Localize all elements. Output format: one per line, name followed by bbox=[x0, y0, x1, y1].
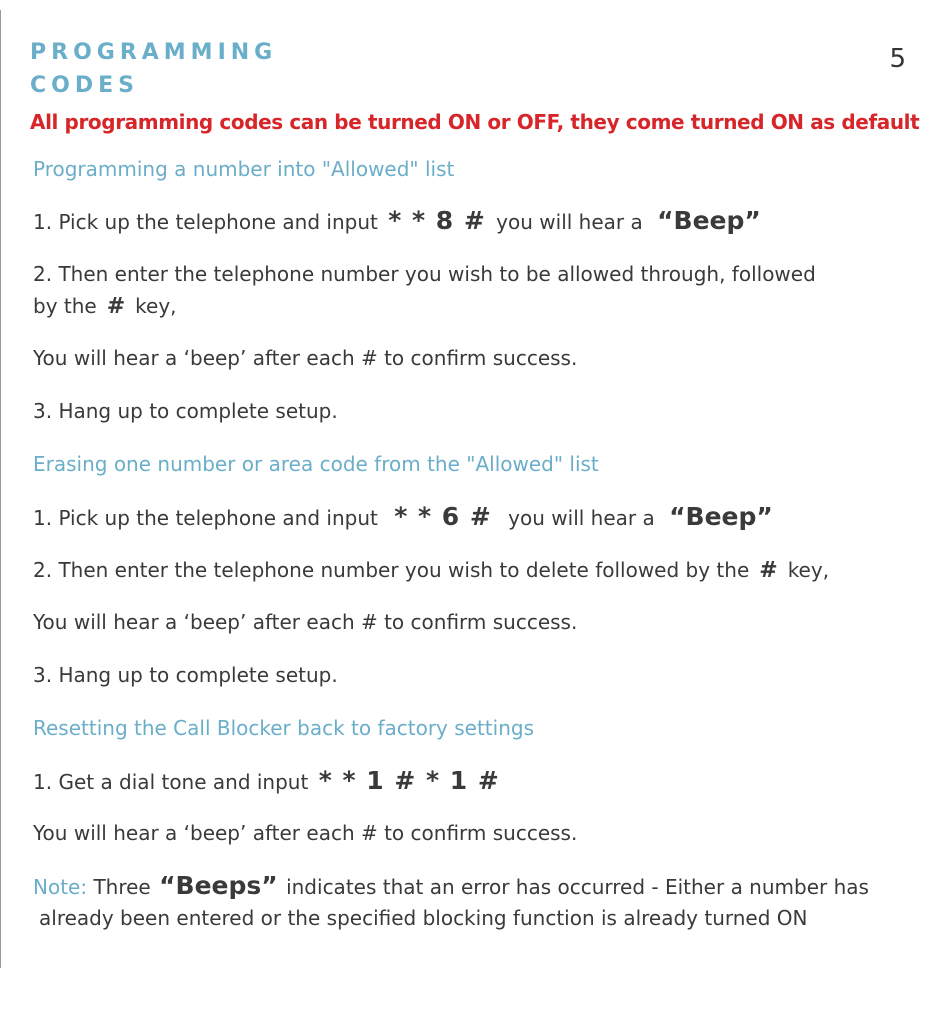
erase-step-2-suffix: key, bbox=[787, 558, 830, 582]
reset-confirm: You will hear a ‘beep’ after each # to confirm success. bbox=[33, 821, 578, 845]
allowed-step-1-mid: you will hear a bbox=[496, 210, 643, 234]
note-beeps: “Beeps” bbox=[159, 871, 278, 900]
note-line-2: already been entered or the specified blocking function is already turned ON bbox=[39, 906, 808, 930]
erase-confirm: You will hear a ‘beep’ after each # to confirm success. bbox=[33, 610, 578, 634]
allowed-step-1 bbox=[33, 205, 761, 238]
allowed-code: * * 8 # bbox=[388, 206, 486, 235]
intro-statement: All programming codes can be turned ON or OFF, they come turned ON as default bbox=[30, 110, 920, 134]
allowed-beep: “Beep” bbox=[657, 206, 761, 235]
allowed-section-heading: Programming a number into "Allowed" list bbox=[33, 157, 455, 181]
erase-code: * * 6 # bbox=[394, 502, 492, 531]
erase-beep: “Beep” bbox=[669, 502, 773, 531]
erase-step-3: 3. Hang up to complete setup. bbox=[33, 663, 338, 687]
erase-step-1-text: 1. Pick up the telephone and input bbox=[33, 506, 378, 530]
erase-hash-key: # bbox=[759, 558, 778, 583]
note-label: Note: bbox=[33, 875, 88, 899]
allowed-step-3: 3. Hang up to complete setup. bbox=[33, 399, 338, 423]
erase-step-1-mid: you will hear a bbox=[508, 506, 655, 530]
reset-step-1 bbox=[33, 765, 504, 798]
note-prefix: Three bbox=[93, 875, 151, 899]
allowed-step-2-prefix: by the bbox=[33, 294, 97, 318]
allowed-step-2-line-1: 2. Then enter the telephone number you wish to be allowed through, followed bbox=[33, 262, 816, 286]
allowed-step-1-text: 1. Pick up the telephone and input bbox=[33, 210, 378, 234]
left-margin-rule bbox=[0, 10, 1, 968]
page-title-line-1: PROGRAMMING bbox=[30, 40, 278, 65]
reset-code: * * 1 # * 1 # bbox=[318, 766, 500, 795]
note-line-1-suffix: indicates that an error has occurred - Either a number has bbox=[286, 875, 869, 899]
page-title-line-2: CODES bbox=[30, 73, 139, 98]
erase-step-1 bbox=[33, 501, 773, 534]
reset-step-1-text: 1. Get a dial tone and input bbox=[33, 770, 309, 794]
allowed-step-2-suffix: key, bbox=[135, 294, 177, 318]
allowed-hash-key: # bbox=[106, 294, 126, 319]
note-line-1 bbox=[33, 870, 869, 903]
allowed-confirm: You will hear a ‘beep’ after each # to confirm success. bbox=[33, 346, 578, 370]
page-number: 5 bbox=[889, 44, 906, 74]
allowed-step-2-line-2 bbox=[33, 290, 177, 323]
erase-step-2-text: 2. Then enter the telephone number you wish to delete followed by the bbox=[33, 558, 750, 582]
erase-section-heading: Erasing one number or area code from the "Allowed" list bbox=[33, 452, 599, 476]
page-title bbox=[30, 36, 277, 102]
reset-section-heading: Resetting the Call Blocker back to factory settings bbox=[33, 716, 534, 740]
erase-step-2 bbox=[33, 554, 829, 587]
